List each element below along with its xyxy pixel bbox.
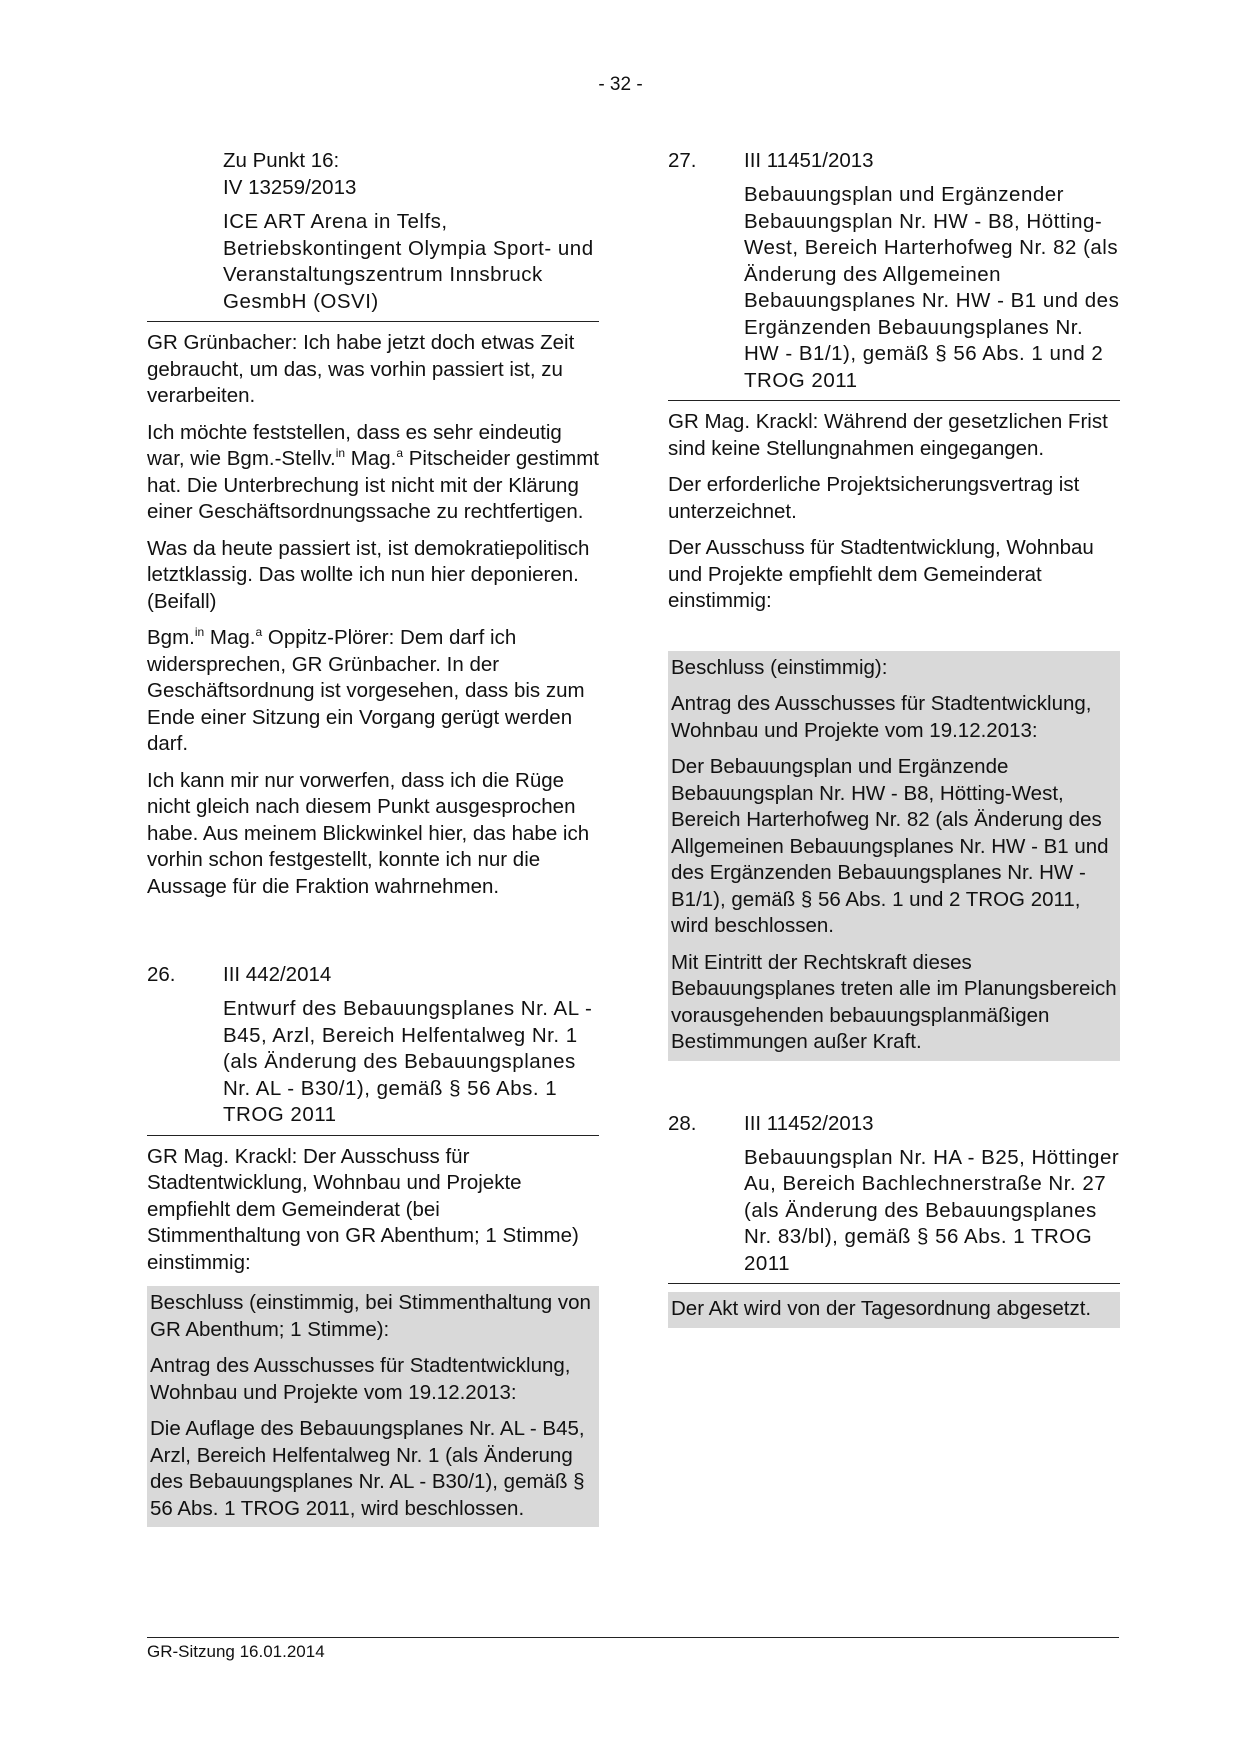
page-number: - 32 -	[598, 74, 643, 95]
decision-box	[147, 1286, 599, 1527]
decision-box	[668, 1292, 1120, 1328]
agenda-item-27	[668, 148, 1120, 401]
agenda-item-ref: III 11452/2013	[744, 1111, 874, 1135]
agenda-item-title: Entwurf des Bebauungsplanes Nr. AL - B45, Arzl, Bereich Helfentalweg Nr. 1 (als Änderung des Bebauungsplanes Nr. AL - B30/1), gemäß § 56 Abs. 1 TROG 2011	[223, 997, 593, 1126]
agenda-item-26	[147, 962, 599, 1136]
left-column	[147, 148, 599, 1537]
agenda-item-ref: III 11451/2013	[744, 149, 874, 172]
decision-heading: Beschluss (einstimmig):	[671, 655, 888, 679]
decision-box	[668, 651, 1120, 1061]
paragraph: Ich möchte feststellen, dass es sehr eindeutig war, wie Bgm.-Stellv.$^{in}$ Mag.$^a$ Pitscheider gestimmt hat. Die Unterbrechung ist nicht mit der Klärung einer Geschäftsordnungssache zu rechtfertigen.	[147, 420, 599, 523]
agenda-item-title: Bebauungsplan und Ergänzender Bebauungsplan Nr. HW - B8, Hötting-West, Bereich Harterhofweg Nr. 82 (als Änderung des Allgemeinen Bebauungsplanes Nr. HW - B1 und des Ergänzenden Bebauungsplanes Nr. HW - B1/1), gemäß § 56 Abs. 1 und 2 TROG 2011	[744, 183, 1120, 392]
agenda-item-title: ICE ART Arena in Telfs, Betriebskontingent Olympia Sport- und Veranstaltungszentrum Innsbruck GesmbH (OSVI)	[223, 210, 594, 313]
footer: GR-Sitzung 16.01.2014	[147, 1642, 325, 1661]
agenda-item-ref: IV 13259/2013	[223, 175, 357, 199]
decision-text: Die Auflage des Bebauungsplanes Nr. AL - B45, Arzl, Bereich Helfentalweg Nr. 1 (als Änderung des Bebauungsplanes Nr. AL - B30/1), gemäß § 56 Abs. 1 TROG 2011, wird beschlossen.	[150, 1417, 585, 1520]
paragraph: GR Grünbacher: Ich habe jetzt doch etwas Zeit gebraucht, um das, was vorhin passiert ist, zu verarbeiten.	[147, 331, 575, 407]
agenda-item-number: 26.	[147, 963, 176, 986]
paragraph: Der erforderliche Projektsicherungsvertrag ist unterzeichnet.	[668, 473, 1080, 523]
agenda-item-16	[147, 148, 599, 322]
footer-divider	[147, 1637, 1119, 1638]
right-column	[668, 148, 1120, 1338]
decision-text: Der Bebauungsplan und Ergänzende Bebauungsplan Nr. HW - B8, Hötting-West, Bereich Harterhofweg Nr. 82 (als Änderung des Allgemeinen Bebauungsplanes Nr. HW - B1 und des Ergänzenden Bebauungsplanes Nr. HW - B1/1), gemäß § 56 Abs. 1 und 2 TROG 2011, wird beschlossen.	[671, 755, 1109, 937]
paragraph: GR Mag. Krackl: Der Ausschuss für Stadtentwicklung, Wohnbau und Projekte empfiehlt dem Gemeinderat (bei Stimmenthaltung von GR Abenthum; 1 Stimme) einstimmig:	[147, 1144, 579, 1274]
paragraph: Was da heute passiert ist, ist demokratiepolitisch letztklassig. Das wollte ich nun hier deponieren. (Beifall)	[147, 536, 590, 613]
paragraph: Bgm.$^{in}$ Mag.$^a$ Oppitz-Plörer: Dem darf ich widersprechen, GR Grünbacher. In der Geschäftsordnung ist vorgesehen, dass bis zum Ende einer Sitzung ein Vorgang gerügt werden darf.	[147, 625, 585, 755]
agenda-item-number: 27.	[668, 149, 697, 172]
decision-motion: Antrag des Ausschusses für Stadtentwicklung, Wohnbau und Projekte vom 19.12.2013:	[150, 1354, 571, 1404]
decision-note: Mit Eintritt der Rechtskraft dieses Bebauungsplanes treten alle im Planungsbereich vorausgehenden bebauungsplanmäßigen Bestimmungen außer Kraft.	[671, 950, 1117, 1053]
paragraph: Ich kann mir nur vorwerfen, dass ich die Rüge nicht gleich nach diesem Punkt ausgesprochen habe. Aus meinem Blickwinkel hier, das habe ich vorhin schon festgestellt, konnte ich nur die Aussage für die Fraktion wahrnehmen.	[147, 768, 590, 898]
agenda-item-28	[668, 1111, 1120, 1285]
agenda-item-label: Zu Punkt 16:	[223, 149, 340, 172]
agenda-item-ref: III 442/2014	[223, 963, 332, 986]
paragraph: GR Mag. Krackl: Während der gesetzlichen Frist sind keine Stellungnahmen eingegangen.	[668, 410, 1108, 460]
agenda-item-number: 28.	[668, 1111, 697, 1135]
decision-text: Der Akt wird von der Tagesordnung abgesetzt.	[671, 1297, 1092, 1320]
decision-heading: Beschluss (einstimmig, bei Stimmenthaltung von GR Abenthum; 1 Stimme):	[150, 1291, 591, 1341]
paragraph: Der Ausschuss für Stadtentwicklung, Wohnbau und Projekte empfiehlt dem Gemeinderat einstimmig:	[668, 536, 1094, 612]
decision-motion: Antrag des Ausschusses für Stadtentwicklung, Wohnbau und Projekte vom 19.12.2013:	[671, 692, 1092, 742]
agenda-item-title: Bebauungsplan Nr. HA - B25, Höttinger Au, Bereich Bachlechnerstraße Nr. 27 (als Änderung des Bebauungsplanes Nr. 83/bl), gemäß § 56 Abs. 1 TROG 2011	[744, 1145, 1120, 1275]
